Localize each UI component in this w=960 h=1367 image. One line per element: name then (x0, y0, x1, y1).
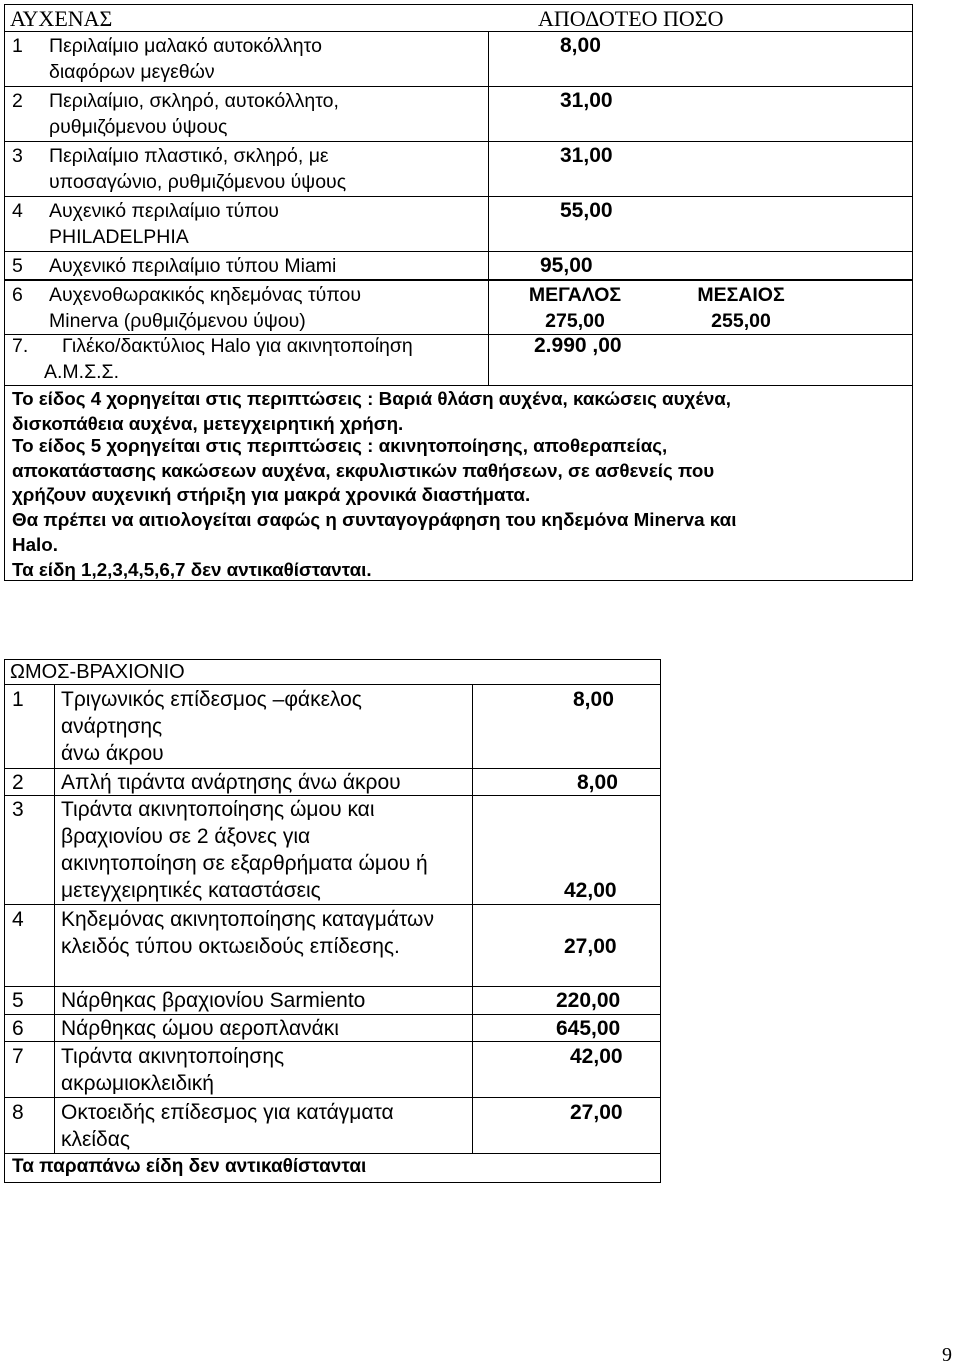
item-description: Περιλαίμιο, σκληρό, αυτοκόλλητο, (49, 90, 339, 112)
item-description: ανάρτησης (61, 715, 163, 738)
item-description: Οκτοειδής επίδεσμος για κατάγματα (61, 1101, 394, 1124)
item-number: 8 (12, 1101, 24, 1124)
item-description: διαφόρων μεγεθών (49, 61, 215, 83)
item-description: Τιράντα ακινητοποίησης ώμου και (61, 798, 375, 821)
row-divider (4, 196, 913, 197)
item-price: 220,00 (556, 989, 621, 1012)
item-price: 95,00 (540, 254, 593, 277)
row-divider (4, 251, 913, 252)
item-price: 27,00 (570, 1101, 623, 1124)
neck-note: Το είδος 4 χορηγείται στις περιπτώσεις : Βαριά θλάση αυχένα, κακώσεις αυχένα, (12, 388, 732, 409)
item-number: 2 (12, 771, 24, 794)
neck-note: Τα είδη 1,2,3,4,5,6,7 δεν αντικαθίστανται. (12, 559, 372, 580)
item-description: Αυχενοθωρακικός κηδεμόνας τύπου (49, 284, 361, 306)
item-price: 42,00 (570, 1045, 623, 1068)
item-price: 55,00 (560, 199, 613, 222)
row-divider (4, 279, 913, 281)
shoulder-footer-note: Τα παραπάνω είδη δεν αντικαθίστανται (12, 1156, 367, 1177)
neck-note: δισκοπάθεια αυχένα, μετεγχειρητική χρήση. (12, 413, 404, 434)
item-description: υποσαγώνιο, ρυθμιζόμενου ύψους (49, 171, 347, 193)
item-description: ακρωμιοκλειδική (61, 1072, 214, 1095)
shoulder-title: ΩΜΟΣ-ΒΡΑΧΙΟΝΙΟ (10, 661, 185, 683)
item-price: 31,00 (560, 144, 613, 167)
page-number: 9 (942, 1344, 952, 1366)
item-description: Αυχενικό περιλαίμιο τύπου (49, 200, 279, 222)
row-divider (4, 31, 913, 32)
column-divider (54, 684, 55, 1153)
neck-note: Θα πρέπει να αιτιολογείται σαφώς η συνταγογράφηση του κηδεμόνα Minerva και (12, 509, 737, 530)
neck-title: ΑΥΧΕΝΑΣ (10, 6, 113, 31)
column-divider (472, 684, 473, 1153)
item-number: 3 (12, 798, 24, 821)
item-price: 8,00 (577, 771, 618, 794)
item-number: 2 (12, 90, 23, 112)
item-description: Νάρθηκας βραχιονίου Sarmiento (61, 989, 366, 1012)
item-number: 7 (12, 1045, 24, 1068)
item-description: κλειδός τύπου οκτωειδούς επίδεσης. (61, 935, 400, 958)
item-description: Τριγωνικός επίδεσμος –φάκελος (61, 688, 362, 711)
item-description: κλείδας (61, 1128, 130, 1151)
size-large-price: 275,00 (545, 310, 605, 332)
row-divider (4, 1097, 661, 1098)
item-description: άνω άκρου (61, 742, 164, 765)
neck-note: Halo. (12, 534, 58, 555)
item-description: ρυθμιζόμενου ύψους (49, 116, 228, 138)
item-description: Περιλαίμιο μαλακό αυτοκόλλητο (49, 35, 322, 57)
item-description: βραχιονίου σε 2 άξονες για (61, 825, 311, 848)
row-divider (4, 141, 913, 142)
neck-note: αποκατάστασης κακώσεων αυχένα, εκφυλιστικών παθήσεων, σε ασθενείς που (12, 460, 715, 481)
neck-note: χρήζουν αυχενική στήριξη για μακρά χρονικά διαστήματα. (12, 484, 531, 505)
item-number: 4 (12, 908, 24, 931)
size-medium-label: ΜΕΣΑΙΟΣ (697, 284, 785, 306)
item-price: 42,00 (564, 879, 617, 902)
item-description: Κηδεμόνας ακινητοποίησης καταγμάτων (61, 908, 434, 931)
item-number: 1 (12, 35, 23, 57)
item-price: 31,00 (560, 89, 613, 112)
column-divider (488, 31, 489, 385)
size-large-label: ΜΕΓΑΛΟΣ (528, 284, 622, 306)
item-number: 5 (12, 989, 24, 1012)
item-price: 8,00 (573, 688, 614, 711)
item-description: Απλή τιράντα ανάρτησης άνω άκρου (61, 771, 401, 794)
item-number: 4 (12, 200, 23, 222)
item-number: 7. (12, 335, 29, 357)
item-price: 645,00 (556, 1017, 621, 1040)
item-description: PHILADELPHIA (49, 226, 189, 248)
item-number: 6 (12, 1017, 24, 1040)
size-medium-price: 255,00 (711, 310, 771, 332)
item-description: Περιλαίμιο πλαστικό, σκληρό, με (49, 145, 329, 167)
item-number: 1 (12, 688, 24, 711)
item-description: Νάρθηκας ώμου αεροπλανάκι (61, 1017, 339, 1040)
item-description: ακινητοποίηση σε εξαρθρήματα ώμου ή (61, 852, 428, 875)
item-number: 5 (12, 255, 23, 277)
item-number: 3 (12, 145, 23, 167)
item-number: 6 (12, 284, 23, 306)
item-description: Α.Μ.Σ.Σ. (44, 361, 120, 383)
row-divider (4, 86, 913, 87)
row-divider (4, 904, 661, 905)
item-description: Τιράντα ακινητοποίησης (61, 1045, 285, 1068)
neck-note: Το είδος 5 χορηγείται στις περιπτώσεις : ακινητοποίησης, αποθεραπείας, (12, 435, 668, 456)
item-description: μετεγχειρητικές καταστάσεις (61, 879, 321, 902)
item-price: 2.990 ,00 (534, 334, 622, 357)
item-price: 8,00 (560, 34, 601, 57)
item-price: 27,00 (564, 935, 617, 958)
price-column-header: ΑΠΟΔΟΤΕΟ ΠΟΣΟ (538, 6, 724, 31)
item-description: Αυχενικό περιλαίμιο τύπου Miami (49, 255, 337, 277)
item-description: Minerva (ρυθμιζόμενου ύψου) (49, 310, 306, 332)
item-description: Γιλέκο/δακτύλιος Halo για ακινητοποίηση (62, 335, 413, 357)
